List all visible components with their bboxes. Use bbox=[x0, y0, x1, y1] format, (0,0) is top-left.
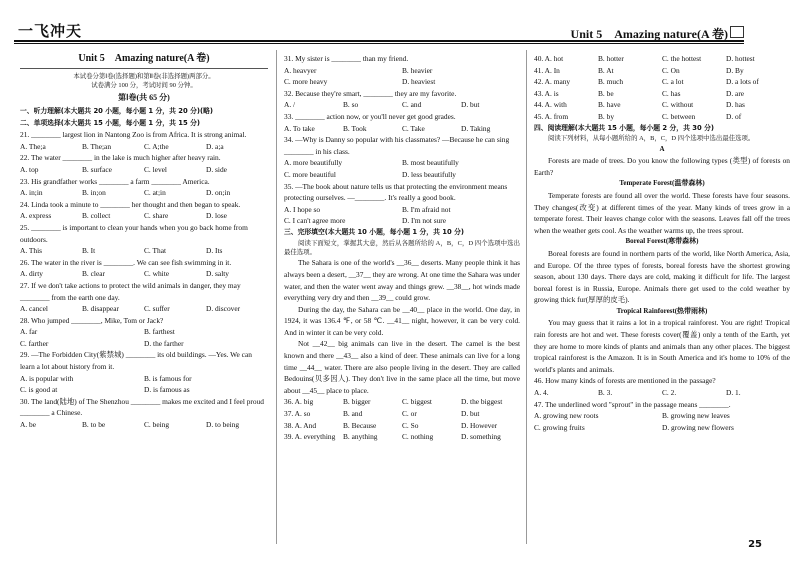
option-choice: C. growing fruits bbox=[534, 422, 585, 432]
option-choice: C. the hottest bbox=[662, 54, 702, 63]
question-list bbox=[20, 129, 268, 430]
question-item bbox=[284, 111, 520, 134]
option-choice: C. biggest bbox=[402, 397, 432, 407]
option-choice: D. a lots of bbox=[726, 77, 759, 87]
option-choice: 45. A. from bbox=[534, 111, 569, 121]
section-instruction: 阅读下面短文，掌握其大意，然后从各题所给的 A，B，C，D 四个选项中选出最佳选项。 bbox=[284, 239, 520, 256]
option-choice: A. express bbox=[20, 211, 52, 221]
option-choice: 43. A. is bbox=[534, 88, 559, 98]
option-row bbox=[20, 326, 268, 349]
option-choice: A. heavyer bbox=[284, 65, 317, 75]
cloze-paragraph: Not __42__ big animals can live in the desert. The camel is the best known and there __43__ also a kind of deer. These animals can live for a long time __44__ water. There are also people living in the desert. They are called Bedouins(贝多因人). They don't live in the same place all the time, but move about __45__ place to place. bbox=[284, 339, 520, 395]
question-stem: 33. ________ action now, or you'll never get good grades. bbox=[284, 111, 456, 121]
option-row bbox=[284, 65, 520, 88]
option-row bbox=[534, 65, 790, 77]
option-choice: D. hottest bbox=[726, 54, 755, 63]
passage-paragraph: Temperate forests are found all over the world. These forests have four seasons. They changes(改变) at different times of the year. Many kinds of trees grow in a temperate forest. Their leaves change color with the seasons. Leaves fall off the trees when the weather gets cool. As the weather warms up, the trees sprout. bbox=[534, 190, 790, 235]
option-choice: C. has bbox=[662, 88, 681, 98]
option-choice: A. I hope so bbox=[284, 204, 321, 214]
question-stem: 32. Because they're smart, ________ they are my favorite. bbox=[284, 88, 457, 98]
option-row bbox=[284, 396, 520, 408]
cloze-options bbox=[284, 396, 520, 442]
option-choice: D. By bbox=[726, 65, 744, 75]
column-middle bbox=[284, 53, 520, 443]
question-item bbox=[20, 129, 268, 152]
option-choice: C. more beautiful bbox=[284, 169, 336, 179]
cloze-paragraph: The Sahara is one of the world's __36__ deserts. Many people think it has always been a desert, __37__ they are wrong. At one time the Sahara was under water, and then the water went away and things grew. __38__, hot winds made everything very dry and then __39__ could grow. bbox=[284, 258, 521, 303]
option-choice: B. anything bbox=[343, 432, 378, 442]
option-choice: C. white bbox=[144, 269, 170, 279]
option-choice: D. less beautifully bbox=[402, 169, 456, 179]
question-stem: 25. ________ is important to clean your hands when you go back home from outdoors. bbox=[20, 222, 248, 244]
option-choice: 38. A. And bbox=[284, 420, 317, 430]
option-choice: A. growing new roots bbox=[534, 411, 599, 421]
question-item bbox=[284, 181, 520, 227]
option-row bbox=[534, 410, 790, 433]
option-choice: A. / bbox=[284, 100, 296, 110]
option-choice: D. Its bbox=[206, 246, 223, 256]
option-row bbox=[20, 141, 268, 153]
option-choice: B. farthest bbox=[144, 327, 175, 337]
question-stem: 28. Who jumped ________, Mike, Tom or Jack? bbox=[20, 315, 164, 325]
cloze-options bbox=[534, 53, 790, 123]
option-row bbox=[284, 420, 520, 432]
option-choice: D. lose bbox=[206, 211, 227, 221]
option-row bbox=[534, 387, 790, 399]
section-heading: 二、单项选择(本大题共 15 小题，每小题 1 分，共 15 分) bbox=[20, 118, 200, 127]
option-choice: D. heaviest bbox=[402, 77, 436, 87]
question-stem: 26. The water in the river is ________. We can see fish swimming in it. bbox=[20, 257, 232, 267]
header-rule-thin bbox=[14, 43, 744, 44]
passage-subheading: Tropical Rainforest(热带雨林) bbox=[616, 306, 708, 315]
option-choice: A. in;in bbox=[20, 188, 43, 198]
option-choice: B. be bbox=[598, 88, 614, 98]
option-choice: B. bigger bbox=[343, 397, 371, 407]
option-choice: D. However bbox=[461, 420, 498, 430]
option-choice: D. 1. bbox=[726, 388, 741, 398]
option-choice: B. by bbox=[598, 111, 615, 121]
option-choice: B. so bbox=[343, 100, 359, 110]
passage-paragraph: Boreal forests are found in northern parts of the world, like North America, Asia, and Europe. Of the three types of forests, boreal forests have the shortest growing season, about 130 days. There days are cold, making it difficult for life. The largest boreal forest is in Russia, Europe. Animals there get used to the cold weather by growing thick fur(厚厚的皮毛). bbox=[534, 248, 790, 305]
option-choice: D. something bbox=[461, 432, 501, 442]
option-row bbox=[534, 88, 790, 100]
option-choice: B. I'm afraid not bbox=[402, 204, 451, 214]
option-choice: C. I can't agree more bbox=[284, 216, 346, 226]
option-row bbox=[534, 111, 790, 123]
option-choice: D. is famous as bbox=[144, 385, 190, 395]
question-item bbox=[20, 315, 268, 350]
option-choice: D. discover bbox=[206, 304, 241, 314]
option-choice: B. Because bbox=[343, 420, 377, 430]
option-choice: A. dirty bbox=[20, 269, 43, 279]
option-choice: C. 2. bbox=[662, 388, 677, 398]
header-unit-title: Unit 5 Amazing nature(A 卷) bbox=[570, 27, 728, 41]
section-heading: 一、听力理解(本大题共 20 小题，每小题 1 分，共 20 分)(略) bbox=[20, 107, 214, 115]
option-choice: C. nothing bbox=[402, 432, 434, 442]
part-heading: 第Ⅰ卷(共 65 分) bbox=[118, 93, 170, 103]
option-choice: 40. A. hot bbox=[534, 54, 564, 63]
option-choice: C. being bbox=[144, 420, 170, 430]
option-row bbox=[534, 99, 790, 111]
option-choice: C. farther bbox=[20, 338, 49, 348]
option-row bbox=[284, 99, 520, 111]
passage-subheading: Boreal Forest(寒带森林) bbox=[625, 237, 699, 246]
question-item bbox=[284, 134, 520, 180]
question-stem: 23. His grandfather works ________ a farm ________ America. bbox=[20, 176, 210, 186]
option-choice: C. and bbox=[402, 100, 422, 110]
section-heading: 四、阅读理解(本大题共 15 小题，每小题 2 分，共 30 分) bbox=[534, 123, 714, 132]
question-stem: 22. The water ________ in the lake is much higher after heavy rain. bbox=[20, 153, 221, 163]
option-choice: A. 4. bbox=[534, 388, 549, 398]
column-divider bbox=[526, 50, 527, 544]
passage-subheading: Temperate Forest(温带森林) bbox=[619, 179, 705, 188]
option-choice: C. suffer bbox=[144, 304, 170, 314]
question-stem: 47. The underlined word "sprout" in the passage means ________. bbox=[534, 399, 731, 409]
option-choice: C. level bbox=[144, 164, 167, 174]
option-choice: C. or bbox=[402, 409, 417, 419]
column-divider bbox=[276, 50, 277, 544]
option-choice: B. It bbox=[82, 246, 96, 256]
question-item bbox=[20, 152, 268, 175]
option-choice: D. are bbox=[726, 88, 745, 98]
section-heading: 三、完形填空(本大题共 10 小题，每小题 1 分，共 10 分) bbox=[284, 227, 464, 236]
column-left bbox=[20, 53, 268, 431]
question-item bbox=[20, 176, 268, 199]
question-item bbox=[20, 257, 268, 280]
option-choice: C. is good at bbox=[20, 385, 58, 395]
header-rule bbox=[14, 40, 744, 42]
passage-intro: Forests are made of trees. Do you know the following types (类型) of forests on Earth? bbox=[534, 156, 790, 177]
option-choice: B. heavier bbox=[402, 65, 433, 75]
question-stem: 21. ________ largest lion in Nantong Zoo is from Africa. It is strong animal. bbox=[20, 130, 247, 140]
option-choice: C. So bbox=[402, 420, 419, 430]
option-choice: 36. A. big bbox=[284, 397, 314, 407]
option-choice: C. a lot bbox=[662, 77, 684, 87]
column-right bbox=[534, 53, 790, 433]
option-choice: A. more beautifully bbox=[284, 158, 343, 168]
option-choice: C. On bbox=[662, 65, 680, 75]
option-choice: D. I'm not sure bbox=[402, 216, 447, 226]
paper-note: 试卷满分 100 分，考试时间 90 分钟。 bbox=[91, 82, 197, 89]
question-item bbox=[20, 222, 268, 257]
option-row bbox=[20, 245, 268, 257]
question-stem: 35. —The book about nature tells us that protecting the environment means protecting ourselves. —________. It's really a good book. bbox=[284, 181, 508, 203]
option-row bbox=[20, 268, 268, 280]
option-row bbox=[534, 76, 790, 88]
option-choice: D. Taking bbox=[461, 123, 491, 133]
option-choice: A. The;a bbox=[20, 141, 46, 151]
option-row bbox=[20, 373, 268, 396]
option-choice: B. surface bbox=[82, 164, 112, 174]
option-choice: B. in;on bbox=[82, 188, 106, 198]
option-row bbox=[284, 408, 520, 420]
option-choice: B. At bbox=[598, 65, 614, 75]
option-choice: A. To take bbox=[284, 123, 315, 133]
option-choice: C. at;in bbox=[144, 188, 166, 198]
option-choice: C. share bbox=[144, 211, 169, 221]
option-choice: B. Took bbox=[343, 123, 367, 133]
question-item bbox=[20, 396, 268, 431]
cloze-paragraph: During the day, the Sahara can be __40__ place in the world. One day, in 1924, it was 136.4 ℉, or 58 ℃. __41__ night, however, it can be very cold. And in winter it can be very cold. bbox=[284, 304, 520, 337]
option-row bbox=[20, 187, 268, 199]
option-choice: 44. A. with bbox=[534, 100, 567, 110]
option-row bbox=[284, 157, 520, 180]
option-choice: B. disappear bbox=[82, 304, 119, 314]
option-row bbox=[284, 204, 520, 227]
question-stem: 34. —Why is Danny so popular with his classmates? —Because he can sing ________ in his class. bbox=[284, 135, 510, 156]
option-choice: A. is popular with bbox=[20, 373, 74, 383]
question-stem: 46. How many kinds of forests are mentioned in the passage? bbox=[534, 376, 716, 386]
option-choice: B. clear bbox=[82, 269, 105, 279]
option-row bbox=[534, 53, 790, 65]
option-choice: A. far bbox=[20, 327, 38, 337]
option-row bbox=[20, 210, 268, 222]
question-list bbox=[534, 375, 790, 433]
option-row bbox=[284, 123, 520, 135]
question-stem: 24. Linda took a minute to ________ her thought and then began to speak. bbox=[20, 199, 241, 209]
option-choice: C. between bbox=[662, 111, 696, 121]
option-choice: B. and bbox=[343, 409, 363, 419]
option-choice: D. salty bbox=[206, 269, 229, 279]
page-number: 25 bbox=[748, 539, 762, 550]
option-choice: 41. A. In bbox=[534, 65, 560, 75]
option-choice: D. the biggest bbox=[461, 397, 503, 407]
option-choice: C. without bbox=[662, 100, 694, 110]
question-item bbox=[284, 53, 520, 88]
option-choice: 42. A. many bbox=[534, 77, 571, 87]
option-row bbox=[20, 164, 268, 176]
option-choice: 37. A. so bbox=[284, 409, 311, 419]
option-choice: D. the farther bbox=[144, 338, 184, 348]
option-choice: D. but bbox=[461, 100, 480, 110]
option-choice: B. is famous for bbox=[144, 373, 192, 383]
header-decoration-icon bbox=[730, 26, 744, 38]
page-header bbox=[0, 0, 800, 50]
option-choice: D. to being bbox=[206, 420, 240, 430]
question-stem: 27. If we don't take actions to protect the wild animals in danger, they may ________ from the earth one day. bbox=[20, 280, 241, 302]
option-row bbox=[20, 303, 268, 315]
paper-note: 本试卷分第Ⅰ卷(选择题)和第Ⅱ卷(非选择题)两部分。 bbox=[73, 72, 215, 80]
brand-logo: 一飞冲天 bbox=[18, 22, 83, 40]
option-choice: A. top bbox=[20, 164, 39, 174]
option-choice: A. cancel bbox=[20, 304, 48, 314]
option-choice: B. most beautifully bbox=[402, 158, 459, 168]
passage-label: A bbox=[659, 144, 665, 153]
option-choice: D. on;in bbox=[206, 188, 231, 198]
option-choice: B. to be bbox=[82, 420, 106, 430]
question-item bbox=[284, 88, 520, 111]
option-choice: A. This bbox=[20, 246, 43, 256]
option-choice: D. of bbox=[726, 111, 742, 121]
option-choice: C. Take bbox=[402, 123, 425, 133]
option-choice: C. more heavy bbox=[284, 77, 328, 87]
passage-paragraph: You may guess that it rains a lot in a tropical rainforest. You are right! Tropical rain forests are hot and wet. These forests cover(覆盖) only a tenth of the Earth, yet they are home to more kinds of plants and animals than any other places. The biggest tropical rainforest is the Amazon. It is in South America and it's home to 10% of the world's plants and animals. bbox=[534, 318, 790, 374]
option-choice: B. hotter bbox=[598, 54, 624, 63]
option-choice: C. A;the bbox=[144, 141, 169, 151]
question-stem: 31. My sister is ________ than my friend. bbox=[284, 54, 409, 63]
option-choice: C. That bbox=[144, 246, 167, 256]
question-item bbox=[20, 199, 268, 222]
option-choice: B. growing new leaves bbox=[662, 411, 730, 421]
option-choice: B. have bbox=[598, 100, 621, 110]
option-choice: B. collect bbox=[82, 211, 111, 221]
option-choice: D. side bbox=[206, 164, 227, 174]
question-item bbox=[534, 399, 790, 434]
option-choice: D. but bbox=[461, 409, 480, 419]
option-choice: B. 3. bbox=[598, 388, 613, 398]
option-row bbox=[284, 431, 520, 443]
option-choice: D. a;a bbox=[206, 141, 224, 151]
section-instruction: 阅读下列材料，从每小题所给的 A，B，C，D 四个选项中选出最佳选项。 bbox=[548, 135, 755, 143]
option-choice: B. much bbox=[598, 77, 624, 87]
option-choice: D. has bbox=[726, 100, 745, 110]
option-choice: A. be bbox=[20, 420, 37, 430]
option-row bbox=[20, 419, 268, 431]
question-stem: 30. The land(陆地) of The Shenzhou ________ makes me excited and I feel proud ________ a Chinese. bbox=[20, 396, 264, 418]
paper-title: Unit 5 Amazing nature(A 卷) bbox=[20, 53, 268, 69]
question-item bbox=[20, 349, 268, 395]
question-item bbox=[534, 375, 790, 398]
question-item bbox=[20, 280, 268, 315]
option-choice: 39. A. everything bbox=[284, 432, 336, 442]
question-stem: 29. —The Forbidden City(紫禁城) ________ its old buildings. —Yes. We can learn a lot about history from it. bbox=[20, 350, 252, 372]
question-list bbox=[284, 53, 520, 227]
option-choice: B. The;an bbox=[82, 141, 112, 151]
option-choice: D. growing new flowers bbox=[662, 422, 734, 432]
